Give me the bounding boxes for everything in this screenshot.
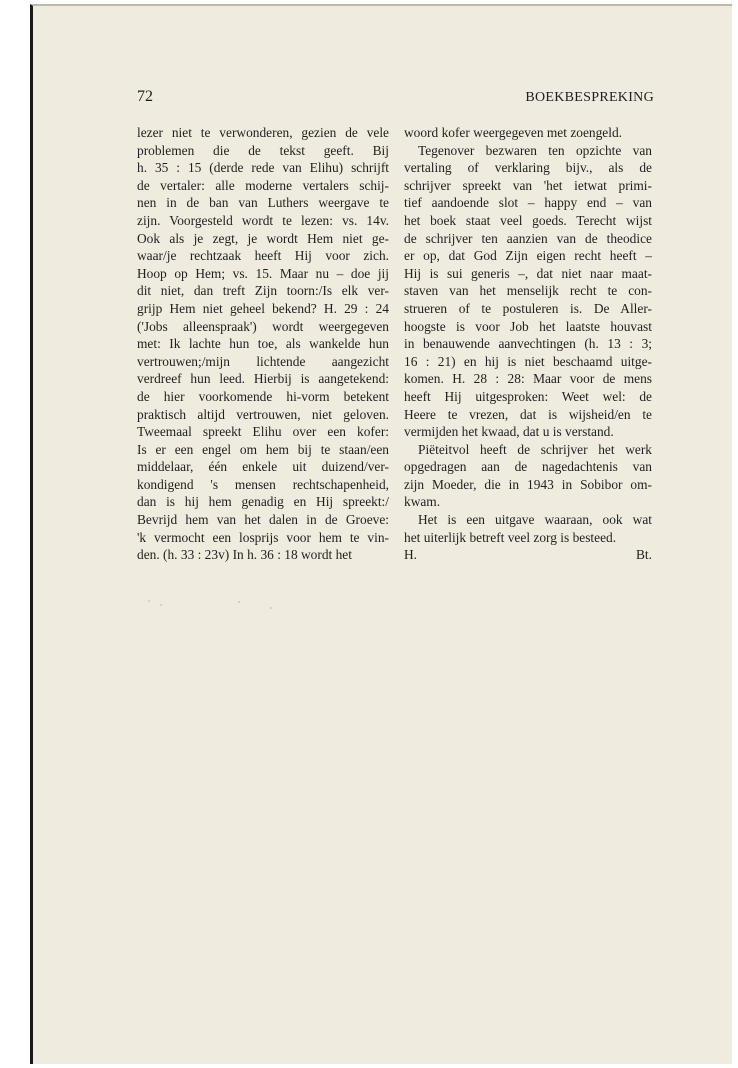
text-line: woord kofer weergegeven met zoengeld. [404,125,623,140]
text-line: zijn Moeder, die in 1943 in Sobibor om- [404,476,652,492]
text-line: 'k vermocht een losprijs voor hem te vin- [137,529,389,545]
left-text-column [137,124,389,564]
running-title: BOEKBESPREKING [525,90,654,105]
text-line: het uiterlijk betreft veel zorg is besteed. [404,529,617,545]
text-line: vermijden het kwaad, dat u is verstand. [404,424,614,440]
text-line: schrijver spreekt van 'het ietwat primi- [404,177,652,193]
text-line: grijp Hem niet geheel bekend? H. 29 : 24 [137,300,389,316]
text-line: problemen die de tekst geeft. Bij [137,142,389,158]
paragraph-start-line: Tegenover bezwaren ten opzichte van [418,142,652,158]
paper-speck [148,600,150,602]
text-line: den. (h. 33 : 23v) In h. 36 : 18 wordt het [137,547,352,563]
paragraph-start-line: Piëteitvol heeft de schrijver het werk [418,441,652,457]
paragraph-start-line: Het is een uitgave waaraan, ook wat [418,512,652,528]
page-number: 72 [137,88,153,105]
author-initial: H. [404,547,418,563]
text-line: staven van het menselijk recht te con- [404,283,652,299]
text-line: Heere te vrezen, dat is wijsheid/en te [404,406,652,422]
paper-speck [270,607,272,609]
text-line: de vertaler: alle moderne vertalers schij- [137,177,389,193]
text-line: dan is hij hem genadig en Hij spreekt:/ [137,494,389,510]
right-text-column [404,124,652,564]
text-line: met: Ik lachte hun toe, als wankelde hun [137,336,389,352]
text-line: in benauwende aanvechtingen (h. 13 : 3; [404,336,652,352]
text-line: middelaar, één enkele uit duizend/ver- [137,459,389,475]
text-line: h. 35 : 15 (derde rede van Elihu) schrijft [137,160,389,176]
text-line: Hij is sui generis –, dat niet naar maat- [404,265,652,281]
text-line: Is er een engel om hem bij te staan/een [137,441,389,457]
text-line: praktisch altijd vertrouwen, niet geloven. [137,406,389,422]
text-line: de schrijver ten aanzien van de theodice [404,230,652,246]
text-line: Bevrijd hem van het dalen in de Groeve: [137,512,389,528]
text-line: 16 : 21) en hij is niet beschaamd uitge- [404,353,652,369]
text-line: nen in de ban van Luthers weergave te [137,195,389,211]
text-line: vertrouwen;/mijn lichtende aangezicht [137,353,389,369]
text-line: lezer niet te verwonderen, gezien de vele [137,125,389,140]
text-line: opgedragen aan de nagedachtenis van [404,459,652,475]
paper-speck [238,601,240,603]
text-line: de hier voorkomende hi-vorm betekent [137,388,389,404]
text-line: strueren of te postuleren is. De Aller- [404,300,652,316]
text-line: dit niet, dan treft Zijn toorn:/Is elk ver- [137,283,389,299]
text-line: waar/je rechtzaak heeft Hij voor zich. [137,248,389,264]
text-line: er op, dat God Zijn eigen recht heeft – [404,248,652,264]
text-line: ('Jobs alleenspraak') wordt weergegeven [137,318,389,334]
paper-speck [160,604,162,606]
text-line: kondigend 's mensen rechtschapenheid, [137,476,389,492]
text-line: het boek staat veel goeds. Terecht wijst [404,212,652,228]
text-line: verdreef hun leed. Hierbij is aangetekend: [137,371,389,387]
signature-line [404,546,652,564]
text-line: Tweemaal spreekt Elihu over een kofer: [137,424,389,440]
text-line: zijn. Voorgesteld wordt te lezen: vs. 14v. [137,212,389,228]
author-abbreviation: Bt. [636,547,652,563]
text-line: hoogste is voor Job het laatste houvast [404,318,652,334]
text-line: tief aandoende slot – happy end – van [404,195,652,211]
text-line: Ook als je zegt, je wordt Hem niet ge- [137,230,389,246]
text-line: kwam. [404,494,441,510]
text-line: komen. H. 28 : 28: Maar voor de mens [404,371,652,387]
text-line: heeft Hij uitgesproken: Weet wel: de [404,388,652,404]
text-line: vertaling of verklaring bijv., als de [404,160,652,176]
text-line: Hoop op Hem; vs. 15. Maar nu – doe jij [137,265,389,281]
